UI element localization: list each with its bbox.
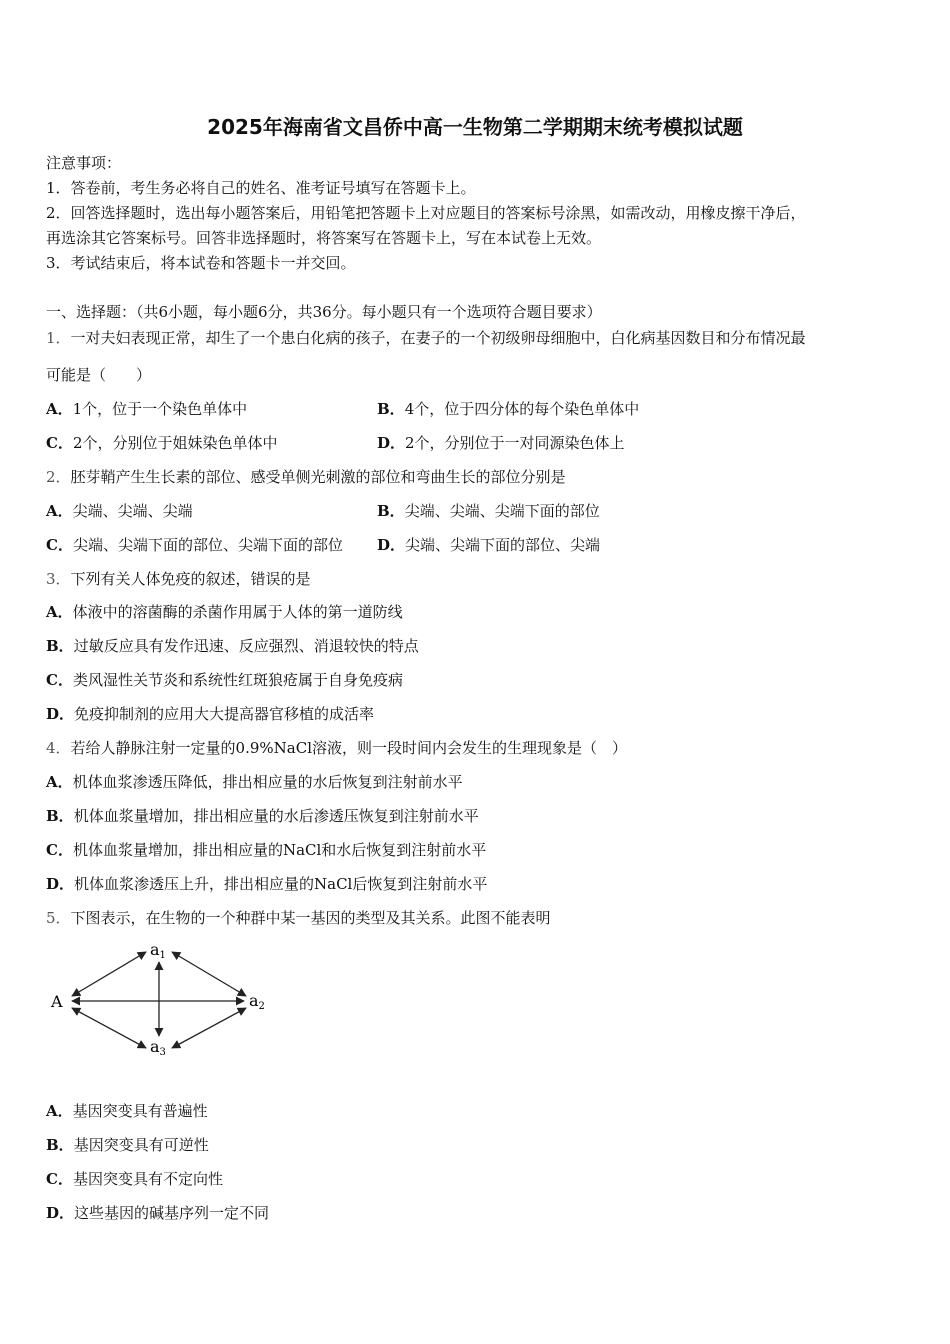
option-letter: B．	[377, 502, 405, 520]
gene-diagram-svg	[46, 940, 276, 1060]
question-text: 一对夫妇表现正常，却生了一个患白化病的孩子，在妻子的一个初级卵母细胞中，白化病基因数目和分布情况最	[70, 329, 806, 347]
option-d[interactable]	[377, 534, 600, 555]
option-letter: A．	[46, 603, 73, 621]
question-number: 2．	[46, 468, 71, 486]
option-text: 尖端、尖端下面的部位、尖端下面的部位	[72, 536, 343, 554]
option-text: 机体血浆渗透压上升，排出相应量的NaCl后恢复到注射前水平	[74, 875, 488, 893]
arrow-a-a3	[72, 1008, 146, 1048]
option-letter: D．	[46, 875, 75, 893]
option-text: 机体血浆量增加，排出相应量的NaCl和水后恢复到注射前水平	[72, 841, 487, 859]
notice-item: 2．回答选择题时，选出每小题答案后，用铅笔把答题卡上对应题目的答案标号涂黑，如需改动，用橡皮擦干净后，	[46, 204, 806, 222]
option-letter: B．	[46, 807, 74, 825]
option-d[interactable]	[46, 1202, 269, 1223]
question-text: 下列有关人体免疫的叙述，错误的是	[70, 570, 311, 588]
option-text: 类风湿性关节炎和系统性红斑狼疮属于自身免疫病	[72, 671, 403, 689]
option-text: 2个，分别位于姐妹染色单体中	[72, 434, 278, 452]
option-c[interactable]	[46, 839, 486, 860]
option-letter: A．	[46, 1102, 73, 1120]
notice-item: 再选涂其它答案标号。回答非选择题时，将答案写在答题卡上，写在本试卷上无效。	[46, 229, 602, 247]
option-c[interactable]	[46, 534, 343, 555]
option-letter: D．	[377, 434, 406, 452]
notice-item: 3．考试结束后，将本试卷和答题卡一并交回。	[46, 254, 356, 272]
arrow-a3-a2	[172, 1008, 246, 1048]
option-text: 机体血浆量增加，排出相应量的水后渗透压恢复到注射前水平	[73, 807, 479, 825]
option-a[interactable]	[46, 601, 403, 622]
option-text: 这些基因的碱基序列一定不同	[74, 1204, 270, 1222]
option-a[interactable]	[46, 771, 463, 792]
node-a3: a3	[150, 1037, 166, 1058]
option-b[interactable]	[46, 635, 419, 656]
option-text: 体液中的溶菌酶的杀菌作用属于人体的第一道防线	[72, 603, 403, 621]
option-letter: A．	[46, 773, 73, 791]
option-letter: C．	[46, 536, 73, 554]
notice-heading: 注意事项：	[46, 154, 122, 172]
question-stem	[46, 568, 311, 589]
arrow-a1-a2	[172, 952, 246, 996]
option-text: 尖端、尖端、尖端下面的部位	[404, 502, 600, 520]
node-A: A	[51, 992, 63, 1011]
arrow-a-a1	[72, 952, 146, 996]
option-text: 机体血浆渗透压降低，排出相应量的水后恢复到注射前水平	[72, 773, 463, 791]
option-letter: C．	[46, 1170, 73, 1188]
option-text: 免疫抑制剂的应用大大提高器官移植的成活率	[74, 705, 375, 723]
node-a1: a1	[150, 940, 166, 961]
option-text: 基因突变具有普遍性	[72, 1102, 208, 1120]
node-a2: a2	[249, 991, 265, 1012]
option-text: 基因突变具有不定向性	[72, 1170, 223, 1188]
option-d[interactable]	[377, 432, 625, 453]
option-letter: C．	[46, 841, 73, 859]
option-d[interactable]	[46, 873, 487, 894]
option-c[interactable]	[46, 432, 278, 453]
question-number: 3．	[46, 570, 71, 588]
option-a[interactable]	[46, 500, 193, 521]
notice-item: 1．答卷前，考生务必将自己的姓名、准考证号填写在答题卡上。	[46, 179, 476, 197]
question-stem	[46, 737, 627, 758]
option-b[interactable]	[46, 805, 479, 826]
option-letter: B．	[377, 400, 405, 418]
option-c[interactable]	[46, 669, 403, 690]
option-text: 基因突变具有可逆性	[73, 1136, 209, 1154]
option-text: 4个，位于四分体的每个染色单体中	[404, 400, 640, 418]
question-stem	[46, 466, 566, 487]
question-stem-continued: 可能是（ ）	[46, 366, 152, 384]
page-title: 2025年海南省文昌侨中高一生物第二学期期末统考模拟试题	[207, 115, 743, 139]
question-stem	[46, 327, 806, 348]
option-a[interactable]	[46, 1100, 208, 1121]
section-heading: 一、选择题：（共6小题，每小题6分，共36分。每小题只有一个选项符合题目要求）	[46, 303, 602, 321]
option-text: 尖端、尖端下面的部位、尖端	[405, 536, 601, 554]
option-c[interactable]	[46, 1168, 223, 1189]
question-stem	[46, 907, 551, 928]
question-number: 4．	[46, 739, 71, 757]
question-text: 下图表示，在生物的一个种群中某一基因的类型及其关系。此图不能表明	[70, 909, 551, 927]
option-letter: B．	[46, 637, 74, 655]
option-b[interactable]	[377, 398, 639, 419]
option-b[interactable]	[377, 500, 600, 521]
option-letter: D．	[46, 705, 75, 723]
option-letter: D．	[46, 1204, 75, 1222]
option-text: 过敏反应具有发作迅速、反应强烈、消退较快的特点	[73, 637, 419, 655]
option-d[interactable]	[46, 703, 374, 724]
option-text: 2个，分别位于一对同源染色体上	[405, 434, 625, 452]
option-letter: C．	[46, 671, 73, 689]
option-letter: B．	[46, 1136, 74, 1154]
option-letter: A．	[46, 502, 73, 520]
option-a[interactable]	[46, 398, 247, 419]
gene-diagram	[46, 940, 276, 1064]
option-b[interactable]	[46, 1134, 209, 1155]
question-text: 若给人静脉注射一定量的0.9%NaCl溶液，则一段时间内会发生的生理现象是（ ）	[70, 739, 628, 757]
question-number: 1．	[46, 329, 71, 347]
option-text: 1个，位于一个染色单体中	[72, 400, 248, 418]
question-text: 胚芽鞘产生生长素的部位、感受单侧光刺激的部位和弯曲生长的部位分别是	[70, 468, 566, 486]
option-letter: A．	[46, 400, 73, 418]
option-letter: C．	[46, 434, 73, 452]
option-text: 尖端、尖端、尖端	[72, 502, 193, 520]
question-number: 5．	[46, 909, 71, 927]
option-letter: D．	[377, 536, 406, 554]
